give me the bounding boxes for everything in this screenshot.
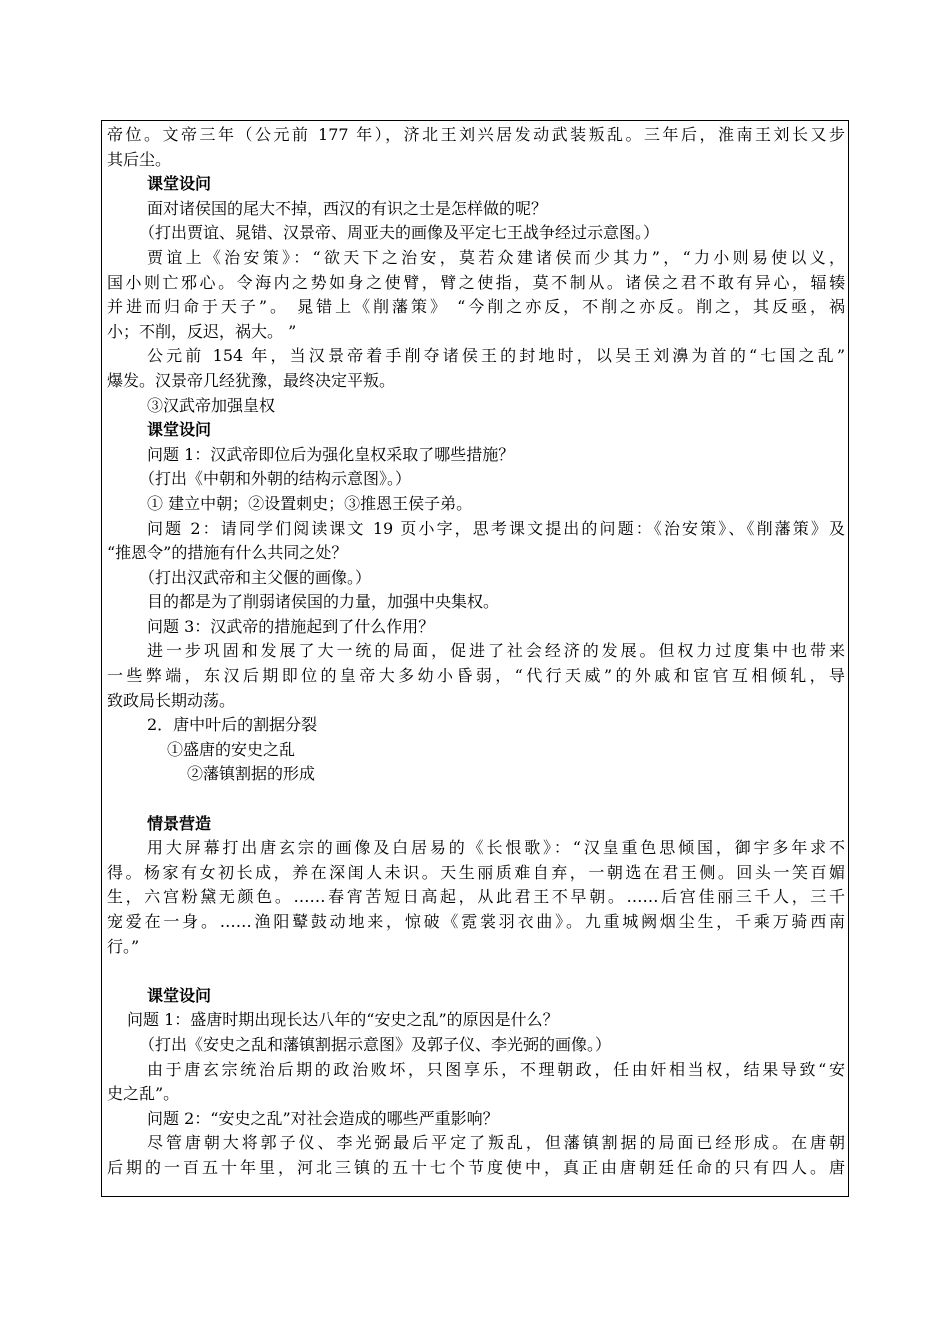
text-line: 问题 1：盛唐时期出现长达八年的“安史之乱”的原因是什么？ — [127, 1010, 559, 1030]
text-line: “推恩令”的措施有什么共同之处？ — [107, 543, 348, 563]
text-line: （打出汉武帝和主父偃的画像。） — [139, 567, 372, 587]
blank-line — [107, 959, 845, 984]
text-line: 宠爱在一身。……渔阳鼙鼓动地来，惊破《霓裳羽衣曲》。九重城阙烟尘生，千乘万骑西南 — [107, 912, 845, 931]
text-line: ③汉武帝加强皇权 — [147, 395, 276, 415]
text-line: （打出《安史之乱和藩镇割据示意图》及郭子仪、李光弼的画像。） — [139, 1034, 612, 1054]
text-line: 问题 3：汉武帝的措施起到了什么作用？ — [147, 616, 435, 636]
text-line: 帝位。文帝三年（公元前 177 年），济北王刘兴居发动武装叛乱。三年后，淮南王刘长又步 — [107, 125, 845, 144]
text-line: 目的都是为了削弱诸侯国的力量，加强中央集权。 — [147, 592, 500, 612]
text-line: 其后尘。 — [107, 149, 172, 169]
text-line: 并进而归命于天子”。 晁错上《削藩策》 “今削之亦反，不削之亦反。削之，其反亟，祸 — [107, 297, 845, 317]
text-line: 进一步巩固和发展了大一统的局面，促进了社会经济的发展。但权力过度集中也带来 — [147, 641, 845, 661]
text-line: 面对诸侯国的尾大不掉，西汉的有识之士是怎样做的呢？ — [147, 198, 548, 218]
text-line: 公元前 154 年，当汉景帝着手削夺诸侯王的封地时，以吴王刘濞为首的“七国之乱” — [147, 346, 845, 366]
text-line: 问题 2：请同学们阅读课文 19 页小字，思考课文提出的问题：《治安策》、《削藩策》及 — [147, 518, 845, 538]
text-line: 得。杨家有女初长成，养在深闺人未识。天生丽质难自弃，一朝选在君王侧。回头一笑百媚 — [107, 862, 845, 882]
text-line: 问题 2：“安史之乱”对社会造成的哪些严重影响？ — [147, 1108, 499, 1128]
text-line: ①盛唐的安史之乱 — [167, 739, 296, 759]
text-line: 后期的一百五十年里，河北三镇的五十七个节度使中，真正由唐朝廷任命的只有四人。唐 — [107, 1157, 845, 1177]
text-line: （打出贾谊、晁错、汉景帝、周亚夫的画像及平定七王战争经过示意图。） — [139, 223, 660, 243]
text-line: 致政局长期动荡。 — [107, 690, 236, 710]
text-line: 2．唐中叶后的割据分裂 — [147, 715, 318, 735]
section-heading: 课堂设问 — [147, 420, 212, 440]
text-line: ②藩镇割据的形成 — [187, 764, 316, 784]
section-heading: 情景营造 — [147, 813, 212, 833]
text-line: 小；不削，反迟，祸大。 ” — [107, 321, 297, 341]
text-line: 一些弊端，东汉后期即位的皇帝大多幼小昏弱，“代行天威”的外戚和宦官互相倾轧，导 — [107, 666, 845, 686]
text-line: 行。” — [107, 936, 140, 956]
text-line: 国小则亡邪心。令海内之势如身之使臂，臂之使指，莫不制从。诸侯之君不敢有异心，辐辏 — [107, 272, 845, 292]
text-line: （打出《中朝和外朝的结构示意图》。） — [139, 469, 412, 489]
text-line: 由于唐玄宗统治后期的政治败坏，只图享乐，不理朝政，任由奸相当权，结果导致“安 — [147, 1059, 845, 1079]
text-line: 生，六宫粉黛无颜色。……春宵苦短日高起，从此君王不早朝。……后宫佳丽三千人，三千 — [107, 887, 845, 907]
section-heading: 课堂设问 — [147, 985, 212, 1005]
text-line: 用大屏幕打出唐玄宗的画像及白居易的《长恨歌》：“汉皇重色思倾国，御宇多年求不 — [147, 838, 845, 858]
text-line: 尽管唐朝大将郭子仪、李光弼最后平定了叛乱，但藩镇割据的局面已经形成。在唐朝 — [147, 1133, 845, 1153]
blank-line — [107, 787, 845, 812]
text-line: 史之乱”。 — [107, 1084, 180, 1104]
text-line: 爆发。汉景帝几经犹豫，最终决定平叛。 — [107, 370, 396, 390]
text-line: ① 建立中朝；②设置刺史；③推恩王侯子弟。 — [147, 493, 473, 513]
section-heading: 课堂设问 — [147, 174, 212, 194]
text-line: 问题 1：汉武帝即位后为强化皇权采取了哪些措施？ — [147, 444, 515, 464]
document-body — [107, 123, 845, 1181]
text-line: 贾谊上《治安策》：“欲天下之治安，莫若众建诸侯而少其力”，“力小则易使以义， — [147, 247, 845, 267]
